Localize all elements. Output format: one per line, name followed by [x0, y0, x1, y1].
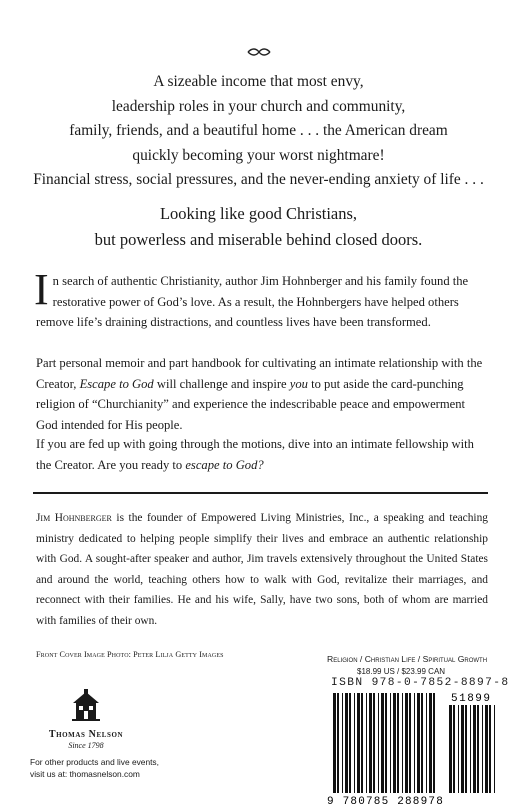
paragraph-search — [34, 265, 488, 333]
intro-poem — [20, 70, 497, 193]
photo-credit: Front Cover Image Photo: Peter Lilja Getty Images — [36, 650, 224, 659]
contact-info — [30, 757, 159, 780]
poem-line: Financial stress, social pressures, and the never-ending anxiety of life . . . — [33, 171, 484, 188]
addon-digits: 51899 — [451, 693, 492, 705]
emphasis: escape to God? — [185, 457, 264, 472]
paragraph-question — [36, 434, 488, 475]
book-title: Escape to God — [79, 376, 154, 391]
category-label: Religion / Christian Life / Spiritual Growth — [327, 654, 488, 664]
house-icon — [71, 688, 101, 722]
emphasis: you — [289, 376, 308, 391]
drop-cap: I — [34, 265, 49, 314]
isbn-label: ISBN 978-0-7852-8897-8 — [331, 677, 510, 689]
divider — [33, 492, 488, 494]
ornament-icon — [0, 44, 517, 62]
publisher-name: Thomas Nelson — [48, 729, 124, 740]
publisher-logo — [36, 688, 136, 750]
barcode-block — [327, 654, 510, 812]
ean-digits: 9 780785 288978 — [327, 796, 445, 807]
author-name: Jim Hohnberger — [36, 512, 112, 524]
paragraph-text: will challenge and inspire — [153, 376, 290, 391]
poem-line: quickly becoming your worst nightmare! — [132, 146, 385, 164]
paragraph-text: n search of authentic Christianity, author Jim Hohnberger and his family found the restorative power of God’s love. As a result, the Hohnbergers have helped others remove life’s draining distractions, and countless lives have been transformed. — [36, 274, 469, 329]
poem-line: but powerless and miserable behind closed doors. — [94, 230, 423, 249]
poem-line: Looking like good Christians, — [159, 204, 358, 223]
addon-bars — [449, 705, 495, 793]
contact-line: For other products and live events, — [30, 757, 159, 767]
closing-poem — [20, 201, 497, 253]
poem-line: family, friends, and a beautiful home . . . the American dream — [69, 122, 448, 139]
poem-line: A sizeable income that most envy, — [153, 73, 364, 90]
bio-text: is the founder of Empowered Living Ministries, Inc., a speaking and teaching ministry dedicated to helping people simplify their lives and embrace an authentic relationship with God. A sought-after speaker and author, Jim travels extensively throughout the United States and around the world, teaching others how to walk with God, revitalize their marriages, and reconnect with their families. He and his wife, Sally, have two sons, both of whom are married with families of their own. — [36, 512, 488, 627]
publisher-since: Since 1798 — [68, 741, 104, 750]
paragraph-memoir — [36, 353, 488, 435]
author-bio — [36, 508, 488, 632]
paragraph-text: If you are fed up with going through the motions, dive into an intimate fellowship with the Creator. Are you ready to — [36, 437, 474, 472]
paragraph-text: Part personal memoir and part handbook for cultivating an intimate relationship with the Creator, — [36, 356, 483, 391]
price-label: $18.99 US / $23.99 CAN — [357, 667, 446, 676]
contact-line: visit us at: thomasnelson.com — [30, 768, 140, 779]
poem-line: leadership roles in your church and community, — [111, 97, 406, 115]
paragraph-text: to put aside the card-punching religion of “Churchianity” and experience the indescribable peace and empowerment God intended for His people. — [36, 376, 466, 432]
barcode — [327, 691, 497, 812]
ean-bars — [333, 693, 435, 793]
